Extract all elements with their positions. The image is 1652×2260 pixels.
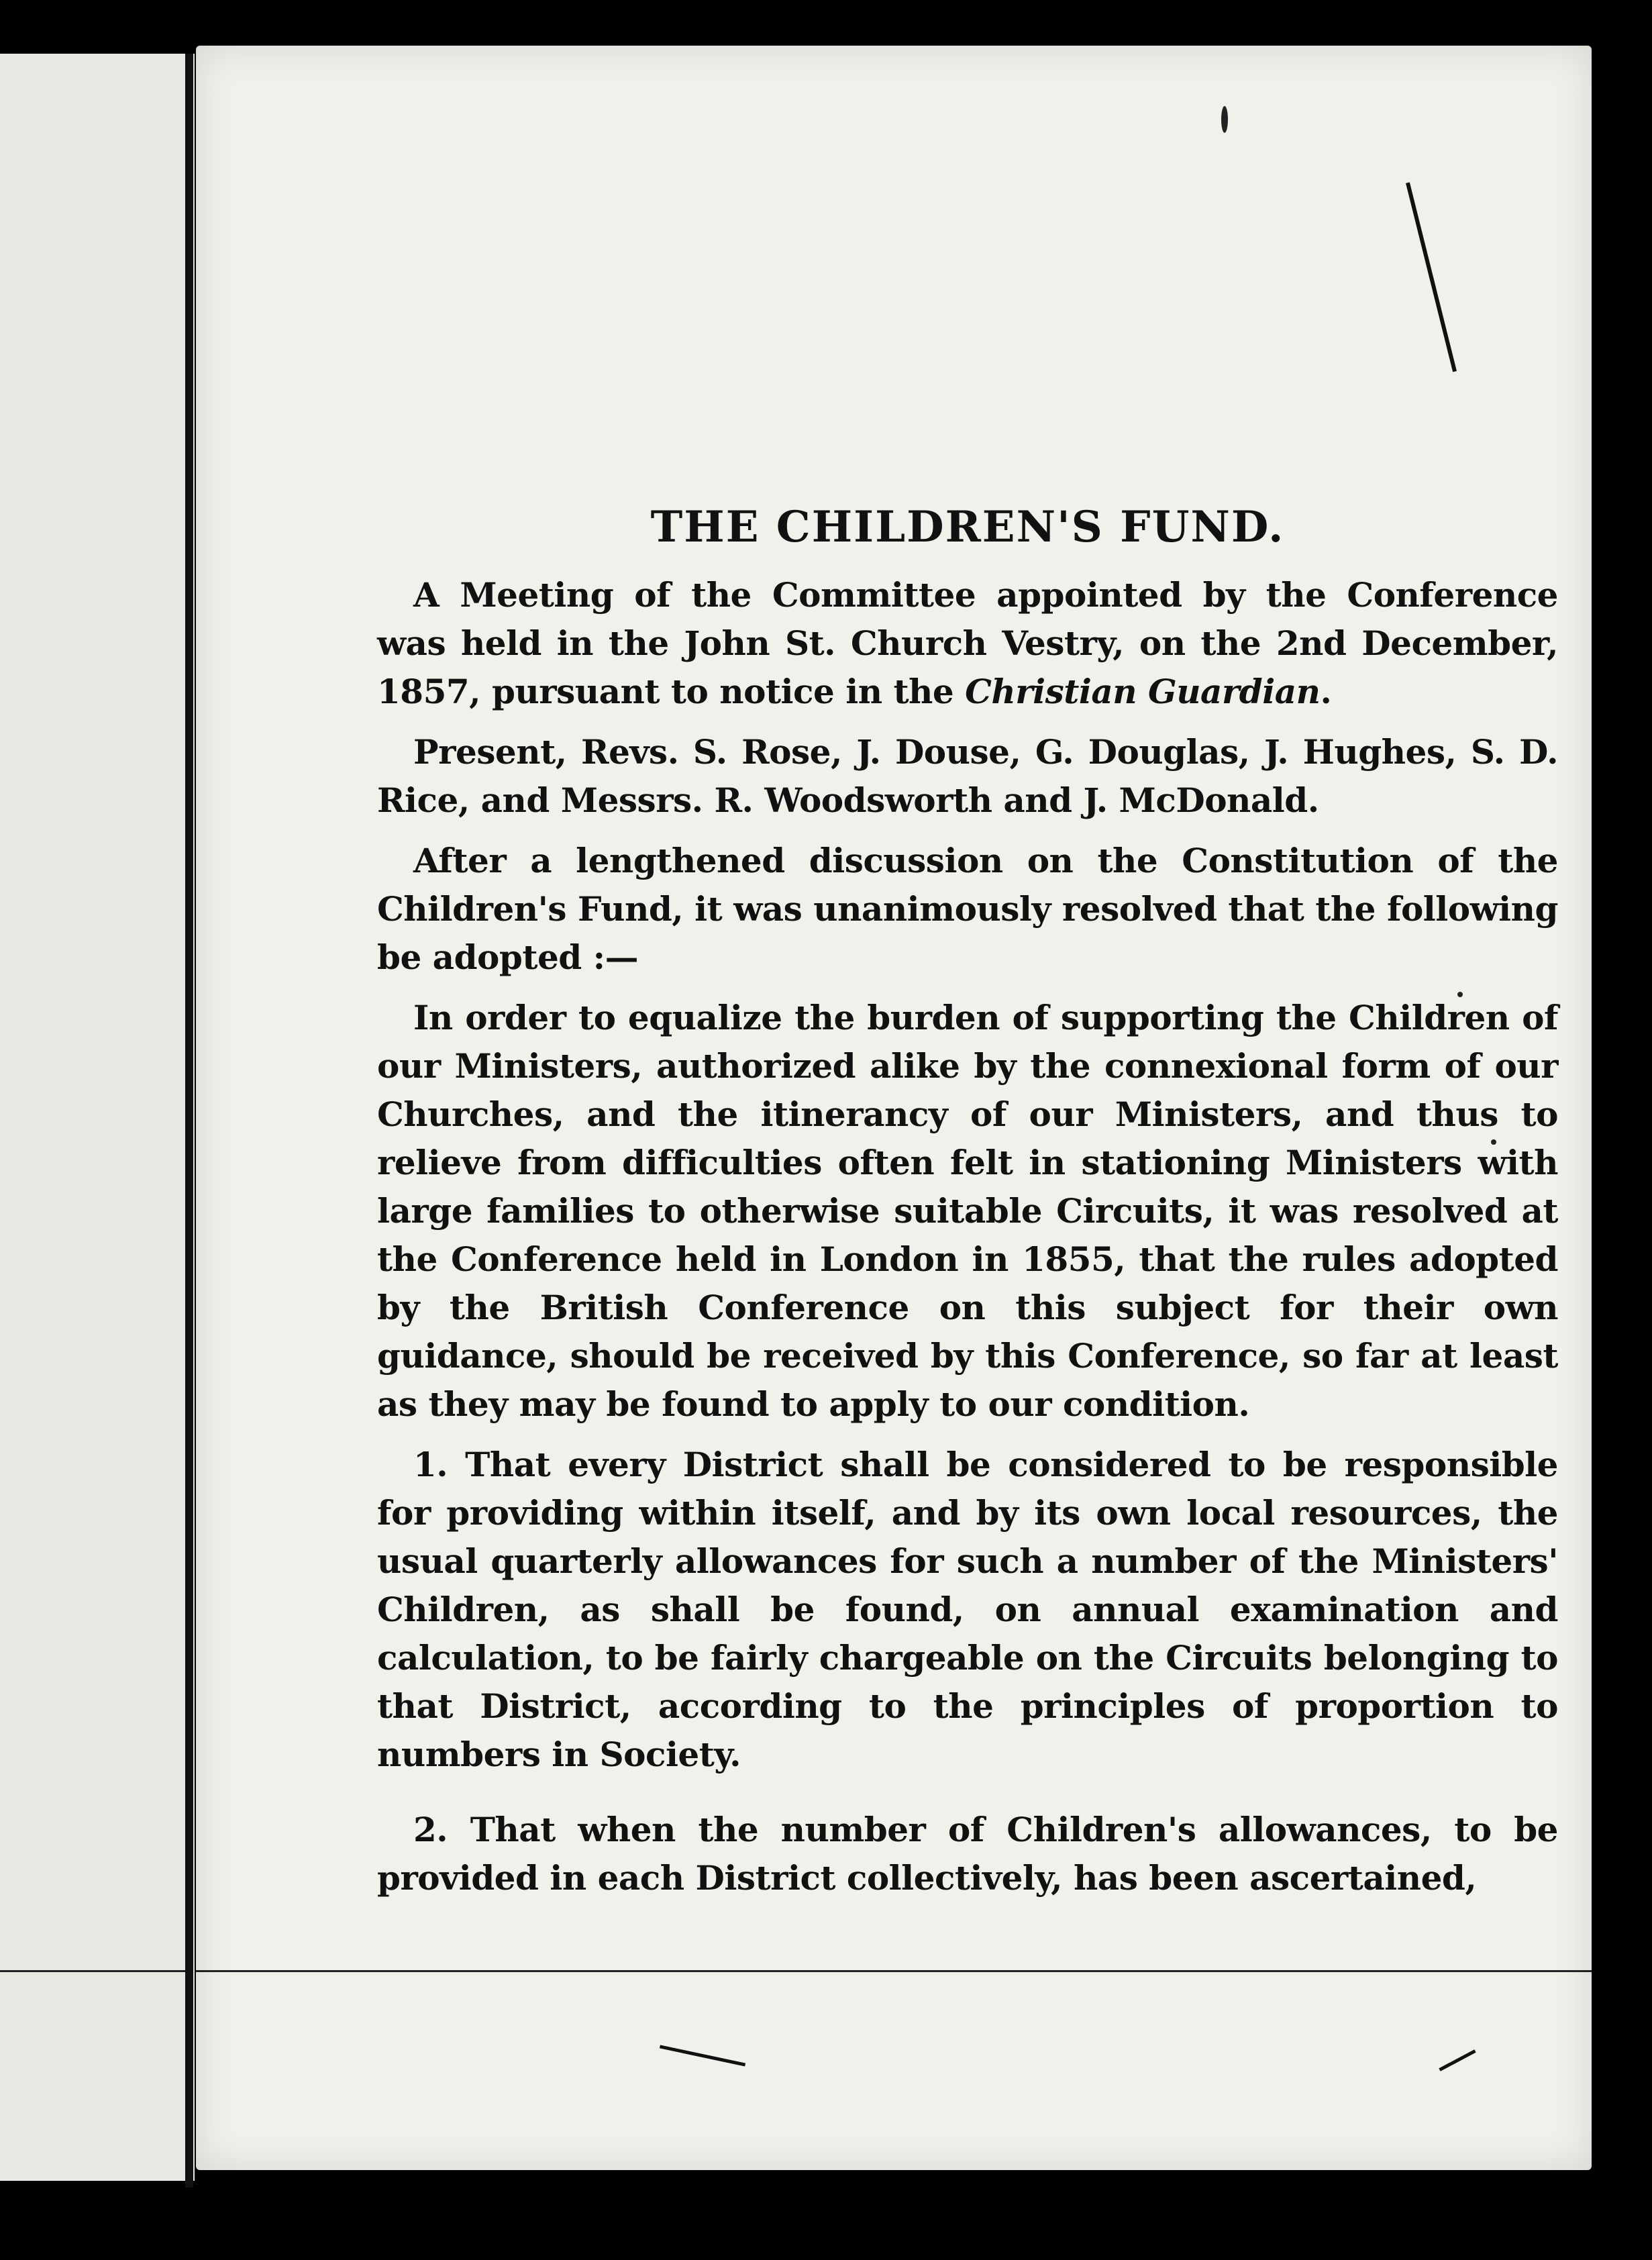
paragraph-present xyxy=(377,728,1558,825)
paragraph-rule-2 xyxy=(377,1806,1558,1902)
paragraph-text: In order to equalize the burden of supporting the Children of our Ministers, authorized alike by the connexional form of our Churches, and the itinerancy of our Ministers, and thus to relieve from difficulties often felt in stationing Ministers with large families to otherwise suitable Circuits, it was resolved at the Conference held in London in 1855, that the rules adopted by the British Conference on this subject for their own guidance, should be received by this Conference, so far at least as they may be found to apply to our condition. xyxy=(377,998,1558,1424)
scan-scratch xyxy=(1406,183,1457,372)
paragraph-text: Present, Revs. S. Rose, J. Douse, G. Douglas, J. Hughes, S. D. Rice, and Messrs. R. Woodsworth and J. McDonald. xyxy=(377,732,1558,820)
paragraph-text: 1. That every District shall be considered to be responsible for providing within itself, and by its own local resources, the usual quarterly allowances for such a number of the Ministers' Children, as shall be found, on annual examination and calculation, to be fairly chargeable on the Circuits belonging to that District, according to the principles of proportion to numbers in Society. xyxy=(377,1445,1558,1774)
page-bottom-rule xyxy=(196,1970,1592,1972)
facing-page-edge xyxy=(0,54,195,2181)
scan-scratch xyxy=(660,2045,745,2067)
paragraph-discussion xyxy=(377,837,1558,982)
paragraph-text: A Meeting of the Committee appointed by the Conference was held in the John St. Church Vestry, on the 2nd December, 1857, pursuant to notice in the xyxy=(377,575,1558,711)
document-page xyxy=(196,46,1592,2170)
scan-speck xyxy=(1221,106,1228,133)
paragraph-text: After a lengthened discussion on the Constitution of the Children's Fund, it was unanimously resolved that the following be adopted :— xyxy=(377,841,1558,977)
paragraph-text: . xyxy=(1320,672,1332,711)
paragraph-text: 2. That when the number of Children's allowances, to be provided in each District collectively, has been ascertained, xyxy=(377,1810,1558,1898)
paragraph-rule-1 xyxy=(377,1441,1558,1779)
newspaper-title: Christian Guardian xyxy=(965,672,1321,711)
paragraph-meeting xyxy=(377,571,1558,716)
scan-scratch xyxy=(1439,2049,1476,2071)
document-title: THE CHILDREN'S FUND. xyxy=(650,502,1285,552)
paragraph-preamble xyxy=(377,994,1558,1429)
book-spine xyxy=(185,54,193,2188)
document-body xyxy=(377,455,1558,1914)
facing-page-rule xyxy=(0,1970,185,1972)
